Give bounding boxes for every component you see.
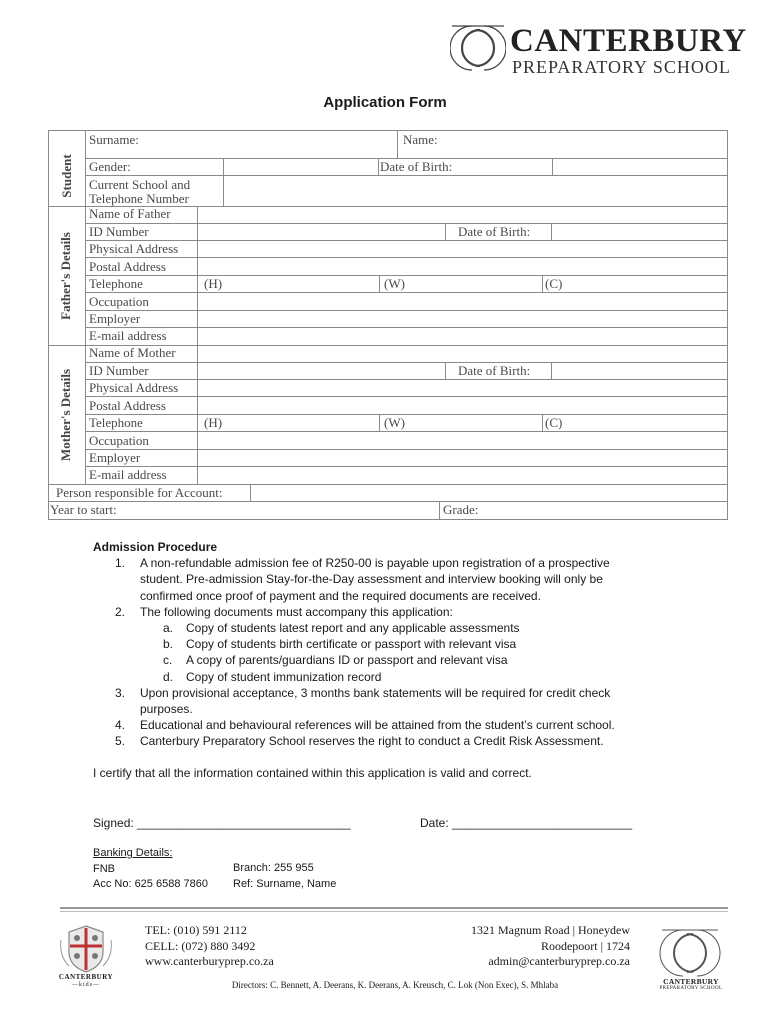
mother-postal-address-label: Postal Address	[89, 398, 166, 413]
grade-label: Grade:	[443, 502, 479, 517]
current-school-label-2: Telephone Number	[89, 191, 189, 206]
mother-tel-cell-label: (C)	[545, 415, 563, 430]
father-name-label: Name of Father	[89, 206, 171, 221]
current-school-label-1: Current School and	[89, 177, 191, 192]
footer-cell: CELL: (072) 880 3492	[145, 938, 256, 953]
crest-school-name: CANTERBURY	[58, 973, 114, 981]
bank-name: FNB	[93, 862, 115, 875]
mother-tel-home-label: (H)	[204, 415, 223, 430]
footer-logo-subtitle: PREPARATORY SCHOOL	[659, 986, 723, 991]
footer-logo-name: CANTERBURY	[663, 977, 719, 986]
footer-telephone: TEL: (010) 591 2112	[145, 923, 247, 937]
footer-directors: Directors: C. Bennett, A. Deerans, K. Deerans, A. Kreusch, C. Lok (Non Exec), S. Mhlaba	[231, 980, 559, 990]
father-employer-label: Employer	[89, 311, 141, 326]
list-item: 4. Educational and behavioural references will be attained from the student’s current school.	[115, 718, 615, 733]
sub-list-item: d. Copy of student immunization record	[163, 669, 382, 684]
mother-dob-label: Date of Birth:	[458, 363, 531, 378]
mother-occupation-label: Occupation	[89, 433, 149, 448]
gender-label: Gender:	[89, 159, 131, 174]
sub-list-item: a. Copy of students latest report and any applicable assessments	[163, 621, 520, 636]
surname-label: Surname:	[89, 132, 139, 147]
section-father-label: Father's Details	[58, 232, 73, 320]
student-dob-label: Date of Birth:	[380, 159, 453, 174]
account-number: Acc No: 625 6588 7860	[93, 878, 208, 890]
footer-contact-right	[400, 923, 630, 970]
sub-list-item: c. A copy of parents/guardians ID or passport and relevant visa	[163, 653, 508, 668]
certification-statement: I certify that all the information contained within this application is valid and correct.	[93, 766, 532, 780]
mother-id-label: ID Number	[89, 363, 149, 378]
footer-divider	[60, 907, 728, 909]
year-to-start-label: Year to start:	[50, 502, 117, 517]
footer-email: admin@canterburyprep.co.za	[488, 954, 630, 968]
mother-name-label: Name of Mother	[89, 345, 176, 360]
canterbury-cc-logo-icon	[450, 22, 506, 74]
list-item: 2. The following documents must accompany this application:	[115, 604, 453, 619]
banking-details	[93, 846, 208, 893]
banking-details-right	[233, 861, 336, 892]
father-tel-cell-label: (C)	[545, 276, 563, 291]
footer-contact-left	[145, 923, 274, 970]
mother-tel-work-label: (W)	[384, 415, 405, 430]
father-tel-work-label: (W)	[384, 276, 405, 291]
list-item: 1. A non-refundable admission fee of R250-00 is payable upon registration of a prospective student. Pre-admission Stay-for-the-Day assessment and interview booking will only be confirmed once proof of payment and the required documents are received.	[115, 556, 610, 603]
school-logo	[450, 22, 747, 78]
father-occupation-label: Occupation	[89, 294, 149, 309]
crest-kids-label: —kids—	[71, 982, 100, 988]
father-physical-address-label: Physical Address	[89, 241, 179, 256]
branch-code: Branch: 255 955	[233, 862, 314, 874]
list-item: 5. Canterbury Preparatory School reserves the right to conduct a Credit Risk Assessment.	[115, 734, 604, 749]
application-form	[48, 130, 728, 520]
footer-website: www.canterburyprep.co.za	[145, 954, 274, 968]
footer-address-line-1: 1321 Magnum Road | Honeydew	[470, 923, 630, 937]
signature-line: Signed: ________________________________	[93, 816, 351, 830]
mother-email-label: E-mail address	[89, 467, 167, 482]
admission-procedure-heading: Admission Procedure	[93, 540, 218, 554]
father-dob-label: Date of Birth:	[458, 224, 531, 239]
account-responsible-label: Person responsible for Account:	[56, 485, 223, 500]
footer-cc-logo-icon	[658, 926, 722, 978]
school-name: CANTERBURY	[510, 23, 747, 59]
sub-list-item: b. Copy of students birth certificate or passport with relevant visa	[163, 637, 517, 652]
father-telephone-label: Telephone	[89, 276, 143, 291]
section-mother-label: Mother's Details	[58, 368, 73, 462]
mother-telephone-label: Telephone	[89, 415, 143, 430]
name-label: Name:	[403, 132, 438, 147]
school-subtitle: PREPARATORY SCHOOL	[512, 57, 731, 77]
mother-physical-address-label: Physical Address	[89, 380, 179, 395]
payment-reference: Ref: Surname, Name	[233, 877, 337, 890]
date-line: Date: ___________________________	[420, 816, 633, 830]
page-title: Application Form	[323, 94, 447, 111]
footer-address-line-2: Roodepoort | 1724	[540, 938, 630, 953]
father-tel-home-label: (H)	[204, 276, 223, 291]
list-item: 3. Upon provisional acceptance, 3 months bank statements will be required for credit check purposes.	[115, 685, 611, 717]
mother-employer-label: Employer	[89, 450, 141, 465]
section-student-label: Student	[59, 154, 74, 198]
father-postal-address-label: Postal Address	[89, 259, 166, 274]
father-email-label: E-mail address	[89, 328, 167, 343]
admission-procedure	[93, 539, 693, 750]
banking-heading: Banking Details:	[93, 847, 173, 859]
footer-divider-thin	[60, 911, 728, 912]
father-id-label: ID Number	[89, 224, 149, 239]
